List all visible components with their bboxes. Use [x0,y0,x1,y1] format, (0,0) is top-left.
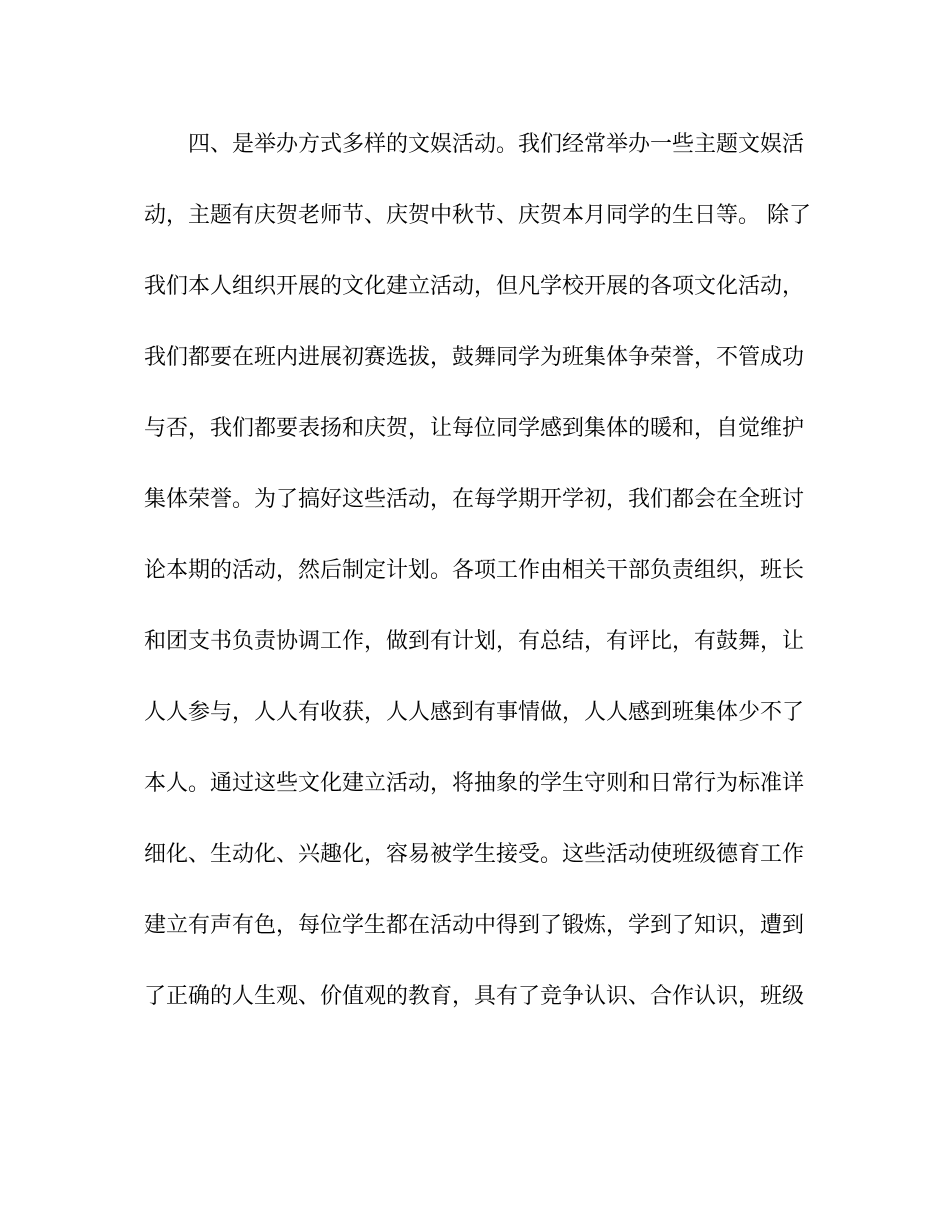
paragraph-line-12: 建立有声有色，每位学生都在活动中得到了锻炼，学到了知识，遭到 [144,913,805,938]
paragraph-line-1: 四、是举办方式多样的文娱活动。我们经常举办一些主题文娱活 [188,132,805,157]
paragraph-line-5: 与否，我们都要表扬和庆贺，让每位同学感到集体的暖和，自觉维护 [144,416,805,441]
paragraph-line-7: 论本期的活动，然后制定计划。各项工作由相关干部负责组织，班长 [144,558,805,583]
paragraph-line-11: 细化、生动化、兴趣化，容易被学生接受。这些活动使班级德育工作 [144,842,805,867]
paragraph-line-9: 人人参与，人人有收获，人人感到有事情做，人人感到班集体少不了 [144,700,805,725]
paragraph-line-6: 集体荣誉。为了搞好这些活动，在每学期开学初，我们都会在全班讨 [144,487,805,512]
paragraph-line-4: 我们都要在班内进展初赛选拔，鼓舞同学为班集体争荣誉，不管成功 [144,345,805,370]
paragraph-line-8: 和团支书负责协调工作，做到有计划，有总结，有评比，有鼓舞，让 [144,629,805,654]
paragraph-line-10: 本人。通过这些文化建立活动，将抽象的学生守则和日常行为标准详 [144,771,805,796]
paragraph-line-13: 了正确的人生观、价值观的教育，具有了竞争认识、合作认识，班级 [144,984,805,1009]
paragraph-line-2: 动，主题有庆贺老师节、庆贺中秋节、庆贺本月同学的生日等。 除了 [144,203,811,228]
paragraph-line-3: 我们本人组织开展的文化建立活动，但凡学校开展的各项文化活动， [144,274,805,299]
body-paragraph [144,125,824,1048]
